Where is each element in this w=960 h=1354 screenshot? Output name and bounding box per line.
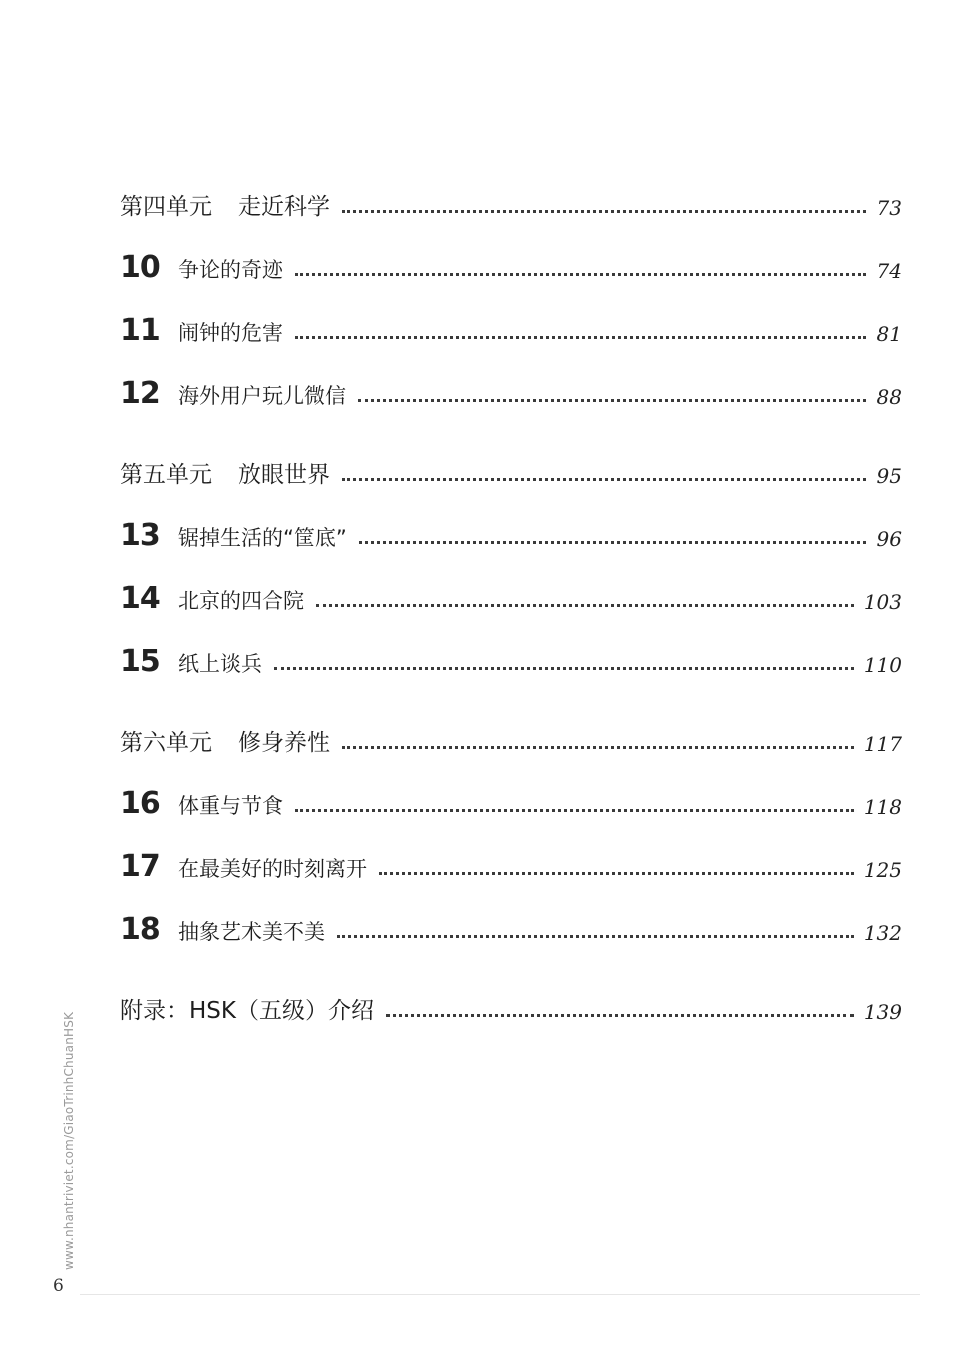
lesson-number: 13 xyxy=(120,518,160,553)
dot-leader xyxy=(342,210,866,213)
page-number-ref: 74 xyxy=(876,259,902,283)
page-number-ref: 118 xyxy=(863,795,902,819)
page-number-ref: 103 xyxy=(863,590,902,614)
dot-leader xyxy=(342,478,866,481)
toc-lesson-row[interactable] xyxy=(120,367,902,411)
dot-leader xyxy=(359,541,866,544)
lesson-number: 18 xyxy=(120,912,160,947)
dot-leader xyxy=(342,746,854,749)
toc-lesson-row[interactable] xyxy=(120,509,902,553)
page-number-ref: 81 xyxy=(876,322,902,346)
lesson-title: 北京的四合院 xyxy=(178,589,304,613)
watermark-url: www.nhantriviet.com/GiaoTrinhChuanHSK xyxy=(62,1011,76,1270)
dot-leader xyxy=(295,809,854,812)
lesson-title: 锯掉生活的“筐底” xyxy=(178,526,347,550)
page-number-ref: 139 xyxy=(863,1000,902,1024)
page-number-ref: 125 xyxy=(863,858,902,882)
unit-title: 放眼世界 xyxy=(238,462,330,488)
toc-lesson-row[interactable] xyxy=(120,304,902,348)
page-number-ref: 95 xyxy=(876,464,902,488)
toc-lesson-row[interactable] xyxy=(120,903,902,947)
dot-leader xyxy=(337,935,854,938)
page-number-ref: 132 xyxy=(863,921,902,945)
dot-leader xyxy=(316,604,854,607)
lesson-title: 体重与节食 xyxy=(178,794,283,818)
page-number-ref: 73 xyxy=(876,196,902,220)
toc-unit-row[interactable] xyxy=(120,714,902,758)
dot-leader xyxy=(386,1014,854,1017)
lesson-number: 16 xyxy=(120,786,160,821)
dot-leader xyxy=(274,667,854,670)
toc-appendix-row[interactable] xyxy=(120,982,902,1026)
lesson-title: 争论的奇迹 xyxy=(178,258,283,282)
dot-leader xyxy=(295,273,866,276)
dot-leader xyxy=(295,336,866,339)
page-number-ref: 88 xyxy=(876,385,902,409)
page-number-ref: 96 xyxy=(876,527,902,551)
toc-unit-row[interactable] xyxy=(120,446,902,490)
lesson-number: 11 xyxy=(120,313,160,348)
toc-lesson-row[interactable] xyxy=(120,840,902,884)
toc-lesson-row[interactable] xyxy=(120,635,902,679)
toc-lesson-row[interactable] xyxy=(120,572,902,616)
unit-title: 走近科学 xyxy=(238,194,330,220)
toc-unit-row[interactable] xyxy=(120,178,902,222)
unit-label: 第四单元 xyxy=(120,194,212,220)
dot-leader xyxy=(379,872,854,875)
lesson-title: 闹钟的危害 xyxy=(178,321,283,345)
lesson-title: 抽象艺术美不美 xyxy=(178,920,325,944)
page-number-ref: 110 xyxy=(863,653,902,677)
unit-title: 修身养性 xyxy=(238,730,330,756)
folio-page-number: 6 xyxy=(53,1276,64,1296)
toc-lesson-row[interactable] xyxy=(120,777,902,821)
lesson-number: 14 xyxy=(120,581,160,616)
page-number-ref: 117 xyxy=(863,732,902,756)
lesson-title: 海外用户玩儿微信 xyxy=(178,384,346,408)
dot-leader xyxy=(358,399,866,402)
unit-label: 第六单元 xyxy=(120,730,212,756)
lesson-title: 在最美好的时刻离开 xyxy=(178,857,367,881)
footer-divider xyxy=(80,1294,920,1295)
appendix-title: 附录：HSK（五级）介绍 xyxy=(120,998,374,1024)
unit-label: 第五单元 xyxy=(120,462,212,488)
lesson-number: 15 xyxy=(120,644,160,679)
lesson-number: 17 xyxy=(120,849,160,884)
lesson-title: 纸上谈兵 xyxy=(178,652,262,676)
lesson-number: 12 xyxy=(120,376,160,411)
toc-lesson-row[interactable] xyxy=(120,241,902,285)
lesson-number: 10 xyxy=(120,250,160,285)
